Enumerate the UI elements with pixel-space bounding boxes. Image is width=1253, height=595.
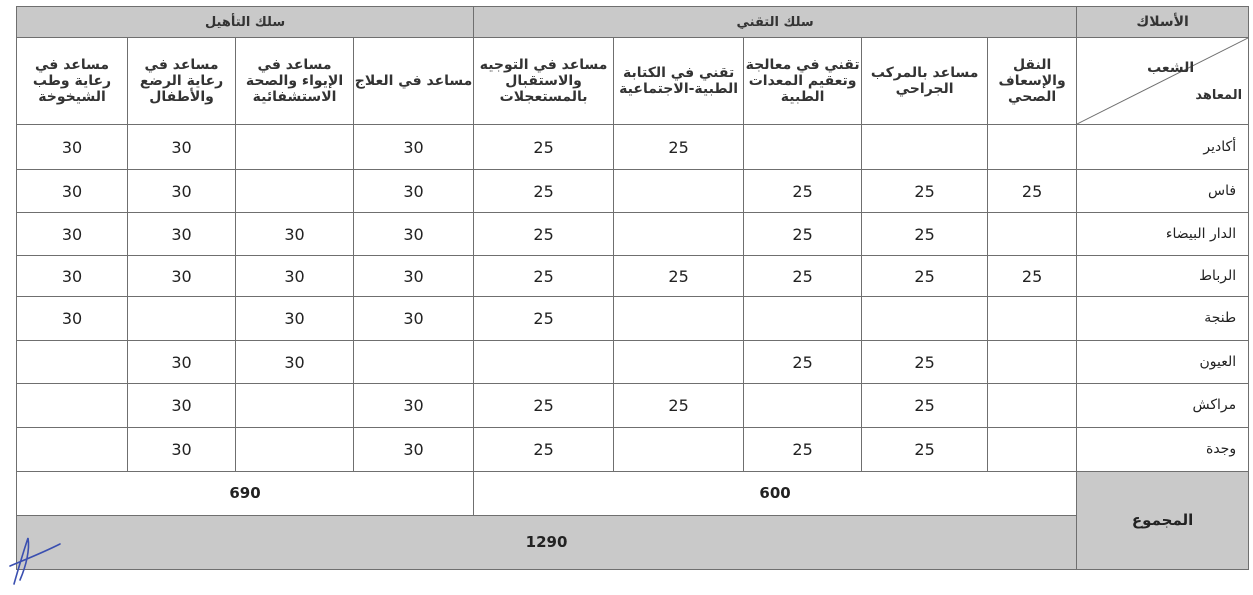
seat-count-cell: 25 xyxy=(474,125,614,170)
seat-count-cell: 25 xyxy=(614,384,744,428)
column-header: النقل والإسعاف الصحي xyxy=(988,38,1077,125)
table-row xyxy=(17,428,1249,472)
seat-count-cell: 30 xyxy=(17,256,128,297)
seat-count-cell: 30 xyxy=(354,428,474,472)
seat-count-cell: 25 xyxy=(744,341,862,384)
seat-count-cell: 25 xyxy=(474,428,614,472)
handwritten-signature-icon xyxy=(4,530,64,590)
table-row xyxy=(17,341,1249,384)
seat-count-cell: 25 xyxy=(862,170,988,213)
seat-count-cell xyxy=(236,428,354,472)
seat-count-cell xyxy=(744,384,862,428)
column-header: مساعد في رعاية الرضع والأطفال xyxy=(128,38,236,125)
table-row xyxy=(17,256,1249,297)
seat-count-cell: 25 xyxy=(474,256,614,297)
seat-count-cell: 30 xyxy=(354,170,474,213)
seat-count-cell xyxy=(744,125,862,170)
seat-count-cell: 30 xyxy=(354,125,474,170)
seat-count-cell: 30 xyxy=(354,297,474,341)
seat-count-cell: 30 xyxy=(236,256,354,297)
seat-count-cell: 30 xyxy=(354,256,474,297)
seat-count-cell: 30 xyxy=(128,256,236,297)
seat-count-cell: 30 xyxy=(236,341,354,384)
seat-count-cell xyxy=(17,384,128,428)
institute-name: فاس xyxy=(1077,170,1249,213)
seat-count-cell xyxy=(862,125,988,170)
seat-count-cell xyxy=(236,170,354,213)
table-row xyxy=(17,297,1249,341)
column-header: مساعد في العلاج xyxy=(354,38,474,125)
seat-count-cell: 30 xyxy=(17,213,128,256)
seat-count-cell xyxy=(988,341,1077,384)
institute-name: الدار البيضاء xyxy=(1077,213,1249,256)
column-header: مساعد في الإيواء والصحة الاستشفائية xyxy=(236,38,354,125)
total-qualification: 690 xyxy=(17,472,474,516)
seat-count-cell xyxy=(17,341,128,384)
seat-count-cell: 25 xyxy=(614,256,744,297)
table-row xyxy=(17,213,1249,256)
institute-name: طنجة xyxy=(1077,297,1249,341)
institute-name: مراكش xyxy=(1077,384,1249,428)
seat-count-cell: 25 xyxy=(474,297,614,341)
training-seats-table-sheet xyxy=(16,6,1248,570)
total-technical: 600 xyxy=(474,472,1077,516)
seat-count-cell xyxy=(614,170,744,213)
seat-count-cell xyxy=(17,428,128,472)
column-header: تقني في الكتابة الطبية-الاجتماعية xyxy=(614,38,744,125)
institute-name: العيون xyxy=(1077,341,1249,384)
seat-count-cell xyxy=(988,125,1077,170)
seat-count-cell: 25 xyxy=(474,170,614,213)
training-seats-table xyxy=(16,6,1249,570)
total-overall: 1290 xyxy=(17,516,1077,570)
seat-count-cell: 25 xyxy=(614,125,744,170)
table-row xyxy=(17,384,1249,428)
seat-count-cell: 30 xyxy=(17,125,128,170)
institute-name: أكادير xyxy=(1077,125,1249,170)
group-technical-header: سلك التقني xyxy=(474,7,1077,38)
seat-count-cell xyxy=(236,384,354,428)
seat-count-cell xyxy=(988,213,1077,256)
seat-count-cell: 25 xyxy=(862,256,988,297)
seat-count-cell: 30 xyxy=(128,384,236,428)
seat-count-cell: 25 xyxy=(862,384,988,428)
column-header: مساعد بالمركب الجراحي xyxy=(862,38,988,125)
seat-count-cell: 30 xyxy=(17,170,128,213)
seat-count-cell xyxy=(128,297,236,341)
seat-count-cell: 25 xyxy=(744,213,862,256)
seat-count-cell: 25 xyxy=(744,256,862,297)
institutes-label: المعاهد xyxy=(1195,88,1243,103)
institute-rows xyxy=(17,125,1249,472)
institute-name: الرباط xyxy=(1077,256,1249,297)
column-headers-row xyxy=(17,38,1249,125)
column-header: مساعد في التوجيه والاستقبال بالمستعجلات xyxy=(474,38,614,125)
seat-count-cell: 30 xyxy=(354,384,474,428)
seat-count-cell: 25 xyxy=(474,384,614,428)
seat-count-cell: 30 xyxy=(17,297,128,341)
seat-count-cell: 25 xyxy=(988,170,1077,213)
seat-count-cell xyxy=(614,428,744,472)
seat-count-cell: 30 xyxy=(128,170,236,213)
seat-count-cell: 30 xyxy=(128,341,236,384)
seat-count-cell xyxy=(988,384,1077,428)
seat-count-cell xyxy=(862,297,988,341)
seat-count-cell: 30 xyxy=(128,125,236,170)
seat-count-cell: 25 xyxy=(988,256,1077,297)
seat-count-cell xyxy=(474,341,614,384)
branches-label: الشعب xyxy=(1147,60,1195,76)
total-label: المجموع xyxy=(1077,472,1249,570)
seat-count-cell: 30 xyxy=(128,213,236,256)
branches-institutes-corner xyxy=(1077,38,1249,125)
group-qualification-header: سلك التأهيل xyxy=(17,7,474,38)
table-row xyxy=(17,170,1249,213)
seat-count-cell xyxy=(236,125,354,170)
seat-count-cell xyxy=(614,297,744,341)
column-header: مساعد في رعاية وطب الشيخوخة xyxy=(17,38,128,125)
seat-count-cell: 25 xyxy=(744,428,862,472)
seat-count-cell: 25 xyxy=(474,213,614,256)
seat-count-cell xyxy=(744,297,862,341)
corps-header: الأسلاك xyxy=(1077,7,1249,38)
seat-count-cell xyxy=(614,341,744,384)
institute-name: وجدة xyxy=(1077,428,1249,472)
seat-count-cell: 25 xyxy=(862,341,988,384)
column-header: تقني في معالجة وتعقيم المعدات الطبية xyxy=(744,38,862,125)
seat-count-cell: 30 xyxy=(128,428,236,472)
seat-count-cell: 25 xyxy=(862,213,988,256)
table-row xyxy=(17,125,1249,170)
diagonal-divider xyxy=(1077,38,1248,124)
seat-count-cell xyxy=(354,341,474,384)
seat-count-cell: 25 xyxy=(744,170,862,213)
seat-count-cell: 30 xyxy=(236,297,354,341)
seat-count-cell: 30 xyxy=(354,213,474,256)
seat-count-cell xyxy=(614,213,744,256)
seat-count-cell: 30 xyxy=(236,213,354,256)
seat-count-cell: 25 xyxy=(862,428,988,472)
seat-count-cell xyxy=(988,428,1077,472)
seat-count-cell xyxy=(988,297,1077,341)
